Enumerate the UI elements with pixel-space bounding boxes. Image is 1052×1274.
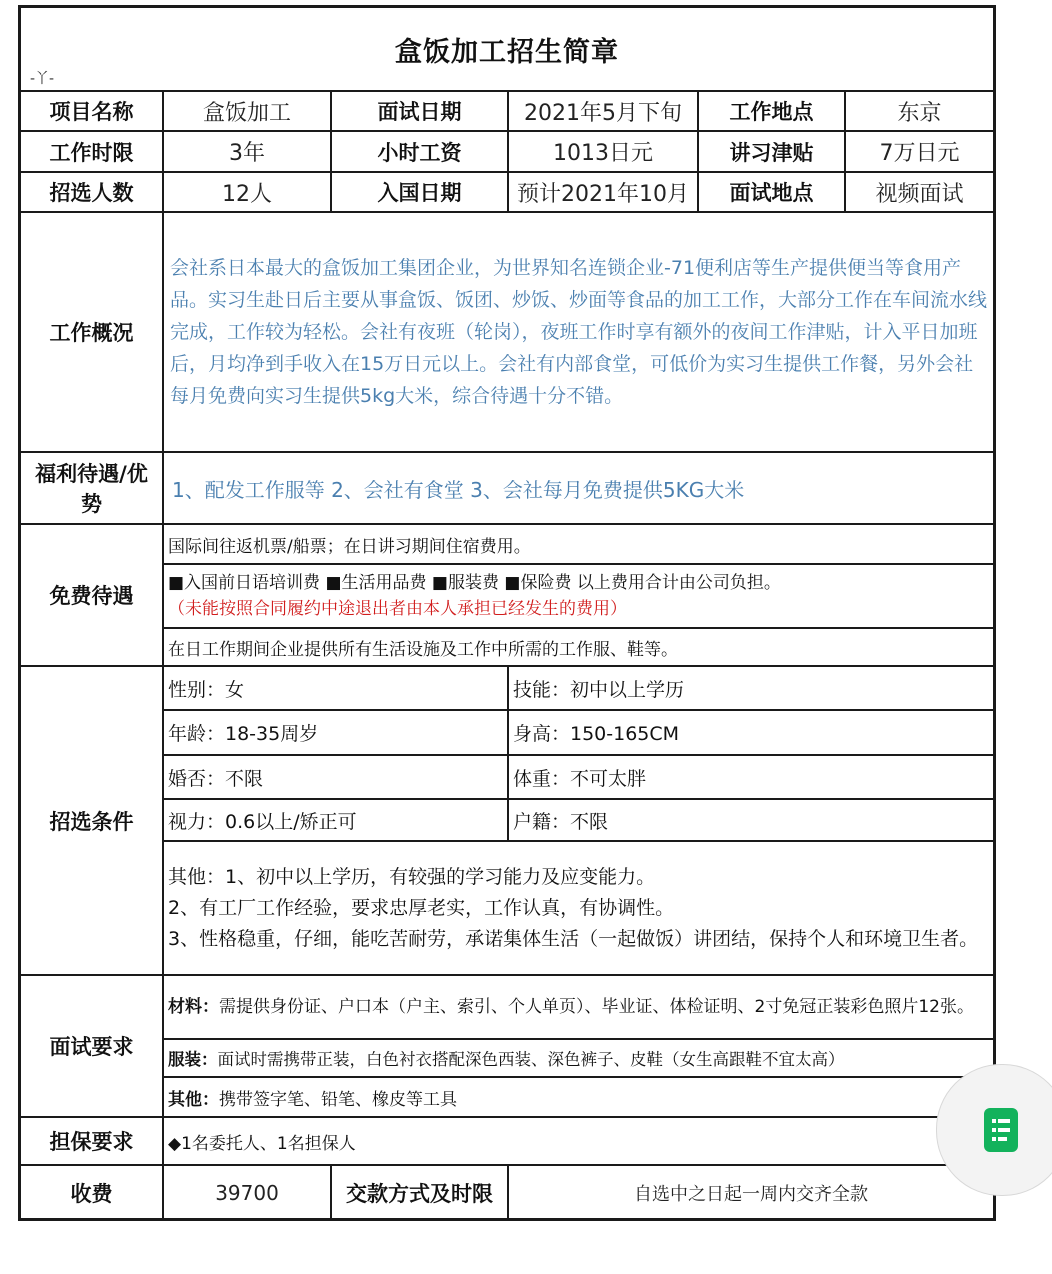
- label-entry-date: 入国日期: [331, 172, 508, 212]
- overview-text: 会社系日本最大的盒饭加工集团企业，为世界知名连锁企业-71便利店等生产提供便当等食用产品。实习生赴日后主要从事盒饭、饭团、炒饭、炒面等食品的加工工作，大部分工作在车间流水线完成，工作较为轻松。会社有夜班（轮岗），夜班工作时享有额外的夜间工作津贴，计入平日加班后，月均净到手收入在15万日元以上。会社有内部食堂，可低价为实习生提供工作餐，另外会社每月免费向实习生提供5kg大米，综合待遇十分不错。: [163, 212, 993, 452]
- fee-amount: 39700: [163, 1165, 331, 1219]
- value-headcount: 12人: [163, 172, 331, 212]
- condition-marriage: 婚否：不限: [163, 755, 508, 799]
- label-conditions: 招选条件: [21, 666, 163, 975]
- condition-skill: 技能：初中以上学历: [508, 666, 993, 710]
- condition-gender: 性别：女: [163, 666, 508, 710]
- free-row: [21, 564, 993, 628]
- condition-other-3: 3、性格稳重，仔细，能吃苦耐劳，承诺集体生活（一起做饭）讲团结，保持个人和环境卫生者。: [168, 927, 979, 950]
- value-interview-date: 2021年5月下旬: [508, 92, 698, 131]
- condition-household: 户籍：不限: [508, 799, 993, 841]
- condition-height: 身高：150-165CM: [508, 710, 993, 755]
- interview-other: [163, 1077, 993, 1117]
- free-row: [21, 524, 993, 564]
- free-line-2-note: （未能按照合同履约中途退出者由本人承担已经发生的费用）: [168, 599, 627, 619]
- document-list-icon[interactable]: [984, 1108, 1018, 1152]
- conditions-row: [21, 799, 993, 841]
- conditions-row: [21, 666, 993, 710]
- benefits-text: 1、配发工作服等 2、会社有食堂 3、会社每月免费提供5KG大米: [163, 452, 993, 524]
- label-work-term: 工作时限: [21, 131, 163, 172]
- other-label: 其他：: [168, 1089, 219, 1110]
- materials-text: 需提供身份证、户口本（户主、索引、个人单页）、毕业证、体检证明、2寸免冠正装彩色照片12张。: [219, 997, 974, 1017]
- document-list-glyph: [984, 1108, 1018, 1152]
- label-interview-location: 面试地点: [698, 172, 845, 212]
- value-work-term: 3年: [163, 131, 331, 172]
- value-training-allowance: 7万日元: [845, 131, 993, 172]
- value-hourly-wage: 1013日元: [508, 131, 698, 172]
- corner-mark: -丫-: [30, 71, 55, 87]
- label-free: 免费待遇: [21, 524, 163, 666]
- value-entry-date: 预计2021年10月: [508, 172, 698, 212]
- free-line-1: 国际间往返机票/船票；在日讲习期间住宿费用。: [163, 524, 993, 564]
- benefits-row: [21, 452, 993, 524]
- label-hourly-wage: 小时工资: [331, 131, 508, 172]
- label-interview-date: 面试日期: [331, 92, 508, 131]
- fee-row: [21, 1165, 993, 1219]
- label-overview: 工作概况: [21, 212, 163, 452]
- free-row: [21, 628, 993, 666]
- overview-row: [21, 212, 993, 452]
- label-interview: 面试要求: [21, 975, 163, 1117]
- condition-other-2: 2、有工厂工作经验，要求忠厚老实，工作认真，有协调性。: [168, 896, 675, 919]
- label-work-location: 工作地点: [698, 92, 845, 131]
- recruitment-table: [21, 92, 993, 1219]
- materials-label: 材料：: [168, 997, 219, 1017]
- summary-row: [21, 131, 993, 172]
- condition-other-1: 其他：1、初中以上学历，有较强的学习能力及应变能力。: [168, 865, 656, 888]
- dress-label: 服装：: [168, 1050, 218, 1069]
- conditions-row: [21, 710, 993, 755]
- recruitment-document: [18, 5, 996, 1221]
- free-line-2: ■入国前日语培训费 ■生活用品费 ■服装费 ■保险费 以上费用合计由公司负担。: [168, 573, 781, 593]
- conditions-row: [21, 755, 993, 799]
- condition-other: [163, 841, 993, 975]
- payment-method-text: 自选中之日起一周内交齐全款: [508, 1165, 993, 1219]
- dress-text: 面试时需携带正装，白色衬衣搭配深色西装、深色裤子、皮鞋（女生高跟鞋不宜太高）: [217, 1050, 845, 1069]
- value-interview-location: 视频面试: [845, 172, 993, 212]
- free-line-3: 在日工作期间企业提供所有生活设施及工作中所需的工作服、鞋等。: [163, 628, 993, 666]
- interview-row: [21, 1077, 993, 1117]
- page-title: 盒饭加工招生简章: [21, 8, 993, 92]
- label-headcount: 招选人数: [21, 172, 163, 212]
- other-text: 携带签字笔、铅笔、橡皮等工具: [219, 1089, 457, 1110]
- label-guarantee: 担保要求: [21, 1117, 163, 1165]
- guarantee-row: [21, 1117, 993, 1165]
- summary-row: [21, 92, 993, 131]
- label-project-name: 项目名称: [21, 92, 163, 131]
- condition-weight: 体重：不可太胖: [508, 755, 993, 799]
- label-payment-method: 交款方式及时限: [331, 1165, 508, 1219]
- value-project-name: 盒饭加工: [163, 92, 331, 131]
- condition-vision: 视力：0.6以上/矫正可: [163, 799, 508, 841]
- conditions-row: [21, 841, 993, 975]
- label-benefits: 福利待遇/优势: [21, 452, 163, 524]
- guarantee-text: ◆1名委托人、1名担保人: [163, 1117, 993, 1165]
- value-work-location: 东京: [845, 92, 993, 131]
- free-line-2-cell: [163, 564, 993, 628]
- condition-age: 年龄：18-35周岁: [163, 710, 508, 755]
- interview-materials: [163, 975, 993, 1039]
- interview-row: [21, 1039, 993, 1077]
- label-training-allowance: 讲习津贴: [698, 131, 845, 172]
- interview-row: [21, 975, 993, 1039]
- interview-dress: [163, 1039, 993, 1077]
- summary-row: [21, 172, 993, 212]
- label-fee: 收费: [21, 1165, 163, 1219]
